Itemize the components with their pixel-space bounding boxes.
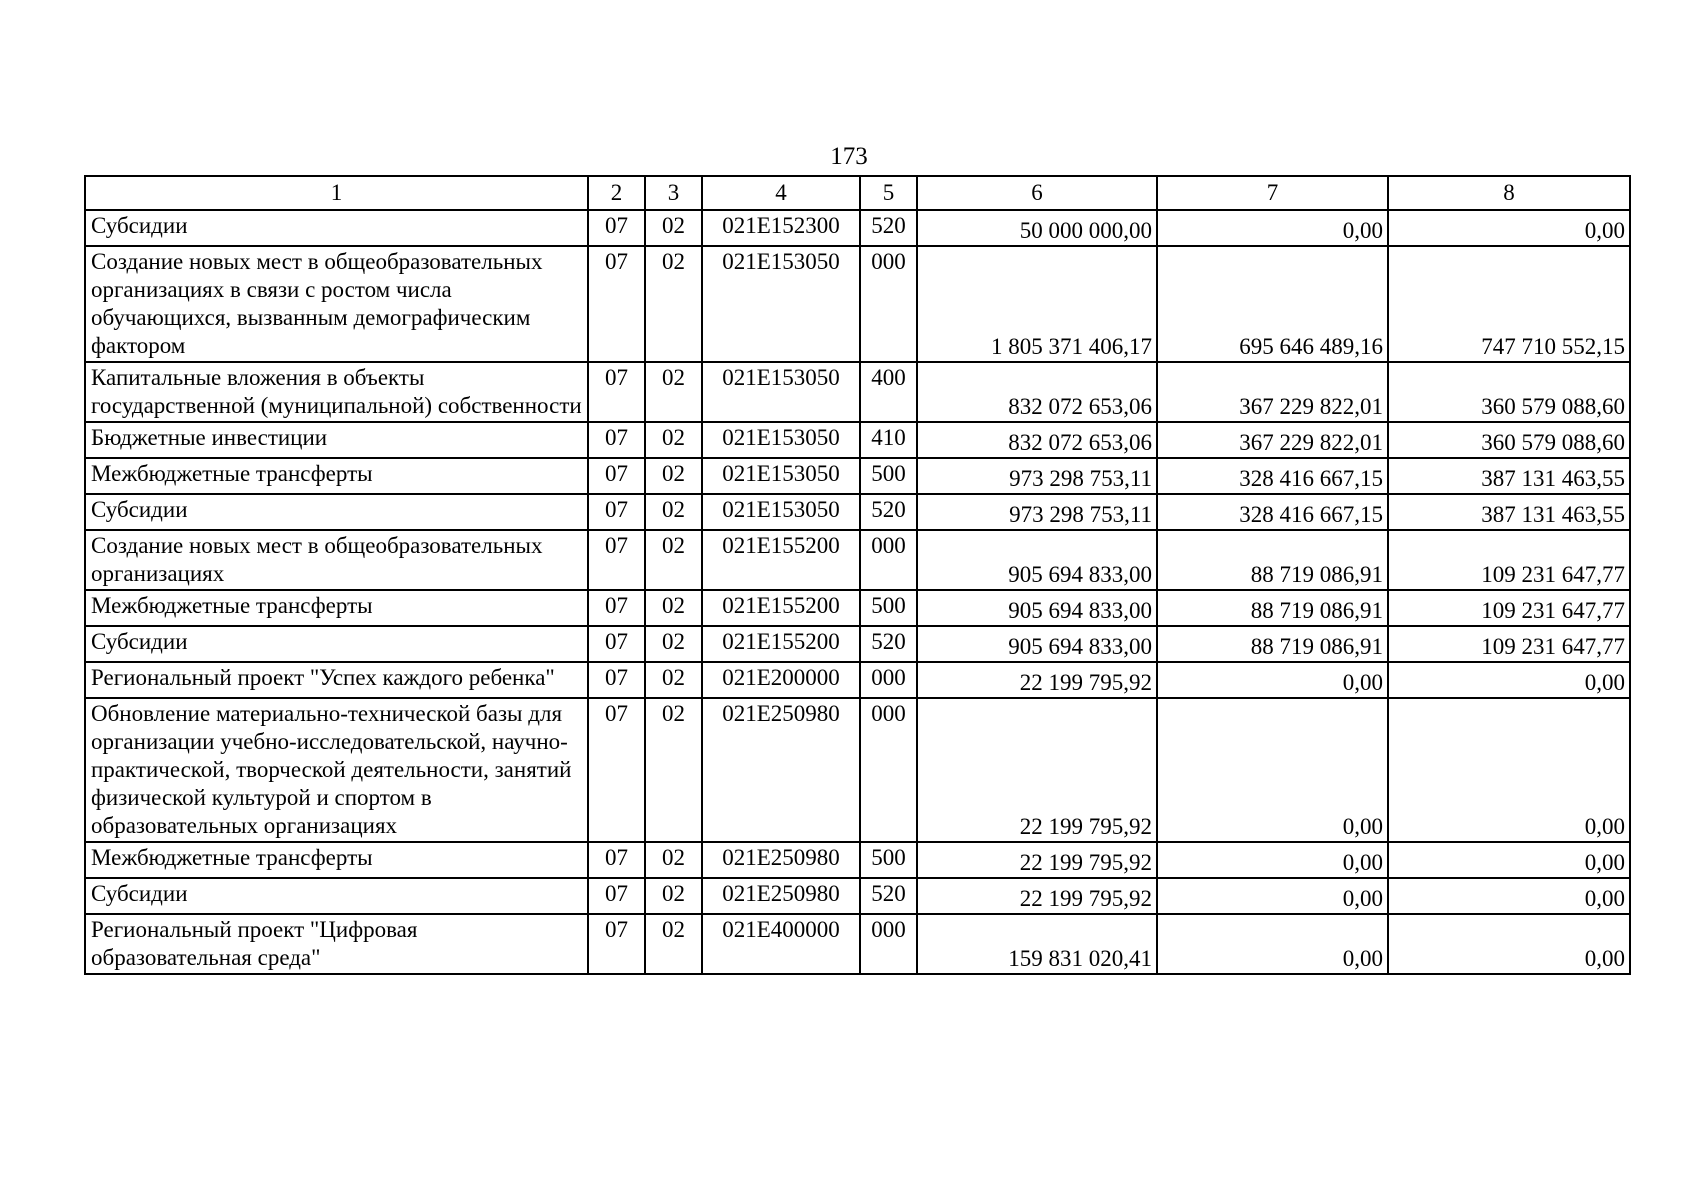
amount-col-8: 387 131 463,55 bbox=[1388, 494, 1630, 530]
target-article-code: 021E153050 bbox=[702, 362, 860, 422]
expense-type-code: 000 bbox=[860, 914, 917, 974]
table-row bbox=[85, 246, 1630, 362]
amount-col-7: 0,00 bbox=[1157, 878, 1388, 914]
header-col-8: 8 bbox=[1388, 176, 1630, 210]
subsection-code: 02 bbox=[645, 590, 702, 626]
row-name: Региональный проект "Успех каждого ребенка" bbox=[85, 662, 588, 698]
amount-col-6: 905 694 833,00 bbox=[917, 530, 1157, 590]
amount-col-7: 328 416 667,15 bbox=[1157, 458, 1388, 494]
section-code: 07 bbox=[588, 458, 645, 494]
section-code: 07 bbox=[588, 246, 645, 362]
amount-col-6: 905 694 833,00 bbox=[917, 590, 1157, 626]
amount-col-6: 22 199 795,92 bbox=[917, 698, 1157, 842]
row-name: Субсидии bbox=[85, 210, 588, 246]
subsection-code: 02 bbox=[645, 422, 702, 458]
amount-col-8: 0,00 bbox=[1388, 698, 1630, 842]
header-col-6: 6 bbox=[917, 176, 1157, 210]
section-code: 07 bbox=[588, 530, 645, 590]
expense-type-code: 410 bbox=[860, 422, 917, 458]
table-row bbox=[85, 590, 1630, 626]
table-row bbox=[85, 210, 1630, 246]
row-name: Капитальные вложения в объекты государственной (муниципальной) собственности bbox=[85, 362, 588, 422]
amount-col-8: 109 231 647,77 bbox=[1388, 626, 1630, 662]
table-row bbox=[85, 842, 1630, 878]
target-article-code: 021E200000 bbox=[702, 662, 860, 698]
amount-col-6: 159 831 020,41 bbox=[917, 914, 1157, 974]
subsection-code: 02 bbox=[645, 458, 702, 494]
amount-col-7: 367 229 822,01 bbox=[1157, 422, 1388, 458]
expense-type-code: 520 bbox=[860, 494, 917, 530]
expense-type-code: 000 bbox=[860, 530, 917, 590]
amount-col-8: 109 231 647,77 bbox=[1388, 590, 1630, 626]
section-code: 07 bbox=[588, 878, 645, 914]
expense-type-code: 520 bbox=[860, 626, 917, 662]
header-col-3: 3 bbox=[645, 176, 702, 210]
table-row bbox=[85, 698, 1630, 842]
header-col-4: 4 bbox=[702, 176, 860, 210]
amount-col-6: 905 694 833,00 bbox=[917, 626, 1157, 662]
row-name: Субсидии bbox=[85, 626, 588, 662]
header-col-5: 5 bbox=[860, 176, 917, 210]
target-article-code: 021E155200 bbox=[702, 530, 860, 590]
subsection-code: 02 bbox=[645, 494, 702, 530]
section-code: 07 bbox=[588, 422, 645, 458]
table-row bbox=[85, 458, 1630, 494]
amount-col-6: 1 805 371 406,17 bbox=[917, 246, 1157, 362]
section-code: 07 bbox=[588, 914, 645, 974]
amount-col-7: 0,00 bbox=[1157, 210, 1388, 246]
target-article-code: 021E153050 bbox=[702, 422, 860, 458]
table-row bbox=[85, 626, 1630, 662]
amount-col-7: 88 719 086,91 bbox=[1157, 590, 1388, 626]
amount-col-8: 747 710 552,15 bbox=[1388, 246, 1630, 362]
row-name: Создание новых мест в общеобразовательных организациях в связи с ростом числа обучающихся, вызванным демографическим фактором bbox=[85, 246, 588, 362]
page-number: 173 bbox=[830, 143, 868, 170]
section-code: 07 bbox=[588, 362, 645, 422]
section-code: 07 bbox=[588, 494, 645, 530]
expense-type-code: 500 bbox=[860, 458, 917, 494]
subsection-code: 02 bbox=[645, 662, 702, 698]
subsection-code: 02 bbox=[645, 878, 702, 914]
amount-col-8: 109 231 647,77 bbox=[1388, 530, 1630, 590]
header-col-1: 1 bbox=[85, 176, 588, 210]
budget-table bbox=[84, 175, 1631, 975]
table-row bbox=[85, 494, 1630, 530]
amount-col-7: 695 646 489,16 bbox=[1157, 246, 1388, 362]
expense-type-code: 000 bbox=[860, 698, 917, 842]
section-code: 07 bbox=[588, 210, 645, 246]
target-article-code: 021E153050 bbox=[702, 246, 860, 362]
amount-col-7: 0,00 bbox=[1157, 698, 1388, 842]
target-article-code: 021E152300 bbox=[702, 210, 860, 246]
subsection-code: 02 bbox=[645, 362, 702, 422]
section-code: 07 bbox=[588, 698, 645, 842]
expense-type-code: 400 bbox=[860, 362, 917, 422]
expense-type-code: 500 bbox=[860, 590, 917, 626]
row-name: Региональный проект "Цифровая образовательная среда" bbox=[85, 914, 588, 974]
section-code: 07 bbox=[588, 626, 645, 662]
header-col-2: 2 bbox=[588, 176, 645, 210]
expense-type-code: 000 bbox=[860, 246, 917, 362]
row-name: Субсидии bbox=[85, 494, 588, 530]
section-code: 07 bbox=[588, 590, 645, 626]
row-name: Создание новых мест в общеобразовательных организациях bbox=[85, 530, 588, 590]
target-article-code: 021E153050 bbox=[702, 494, 860, 530]
amount-col-7: 88 719 086,91 bbox=[1157, 530, 1388, 590]
subsection-code: 02 bbox=[645, 626, 702, 662]
expense-type-code: 520 bbox=[860, 210, 917, 246]
section-code: 07 bbox=[588, 662, 645, 698]
header-col-7: 7 bbox=[1157, 176, 1388, 210]
subsection-code: 02 bbox=[645, 698, 702, 842]
amount-col-6: 50 000 000,00 bbox=[917, 210, 1157, 246]
target-article-code: 021E250980 bbox=[702, 698, 860, 842]
amount-col-7: 88 719 086,91 bbox=[1157, 626, 1388, 662]
target-article-code: 021E153050 bbox=[702, 458, 860, 494]
row-name: Межбюджетные трансферты bbox=[85, 590, 588, 626]
table-row bbox=[85, 422, 1630, 458]
table-row bbox=[85, 530, 1630, 590]
amount-col-7: 328 416 667,15 bbox=[1157, 494, 1388, 530]
subsection-code: 02 bbox=[645, 914, 702, 974]
amount-col-8: 360 579 088,60 bbox=[1388, 362, 1630, 422]
row-name: Межбюджетные трансферты bbox=[85, 458, 588, 494]
table-row bbox=[85, 878, 1630, 914]
amount-col-6: 832 072 653,06 bbox=[917, 422, 1157, 458]
target-article-code: 021E155200 bbox=[702, 626, 860, 662]
target-article-code: 021E155200 bbox=[702, 590, 860, 626]
amount-col-8: 387 131 463,55 bbox=[1388, 458, 1630, 494]
amount-col-7: 0,00 bbox=[1157, 914, 1388, 974]
amount-col-7: 367 229 822,01 bbox=[1157, 362, 1388, 422]
amount-col-8: 0,00 bbox=[1388, 914, 1630, 974]
amount-col-7: 0,00 bbox=[1157, 842, 1388, 878]
row-name: Обновление материально-технической базы для организации учебно-исследовательской, научно-практической, творческой деятельности, занятий физической культурой и спортом в образовательных организациях bbox=[85, 698, 588, 842]
target-article-code: 021E250980 bbox=[702, 878, 860, 914]
amount-col-8: 0,00 bbox=[1388, 210, 1630, 246]
section-code: 07 bbox=[588, 842, 645, 878]
subsection-code: 02 bbox=[645, 210, 702, 246]
table-row bbox=[85, 662, 1630, 698]
amount-col-6: 973 298 753,11 bbox=[917, 494, 1157, 530]
amount-col-6: 22 199 795,92 bbox=[917, 842, 1157, 878]
amount-col-6: 832 072 653,06 bbox=[917, 362, 1157, 422]
target-article-code: 021E250980 bbox=[702, 842, 860, 878]
amount-col-8: 0,00 bbox=[1388, 842, 1630, 878]
amount-col-6: 22 199 795,92 bbox=[917, 662, 1157, 698]
table-header-row bbox=[85, 176, 1630, 210]
table-row bbox=[85, 914, 1630, 974]
subsection-code: 02 bbox=[645, 530, 702, 590]
row-name: Межбюджетные трансферты bbox=[85, 842, 588, 878]
row-name: Бюджетные инвестиции bbox=[85, 422, 588, 458]
amount-col-8: 360 579 088,60 bbox=[1388, 422, 1630, 458]
amount-col-8: 0,00 bbox=[1388, 662, 1630, 698]
amount-col-6: 973 298 753,11 bbox=[917, 458, 1157, 494]
amount-col-6: 22 199 795,92 bbox=[917, 878, 1157, 914]
subsection-code: 02 bbox=[645, 842, 702, 878]
amount-col-7: 0,00 bbox=[1157, 662, 1388, 698]
expense-type-code: 000 bbox=[860, 662, 917, 698]
target-article-code: 021E400000 bbox=[702, 914, 860, 974]
amount-col-8: 0,00 bbox=[1388, 878, 1630, 914]
expense-type-code: 520 bbox=[860, 878, 917, 914]
table-row bbox=[85, 362, 1630, 422]
row-name: Субсидии bbox=[85, 878, 588, 914]
subsection-code: 02 bbox=[645, 246, 702, 362]
expense-type-code: 500 bbox=[860, 842, 917, 878]
